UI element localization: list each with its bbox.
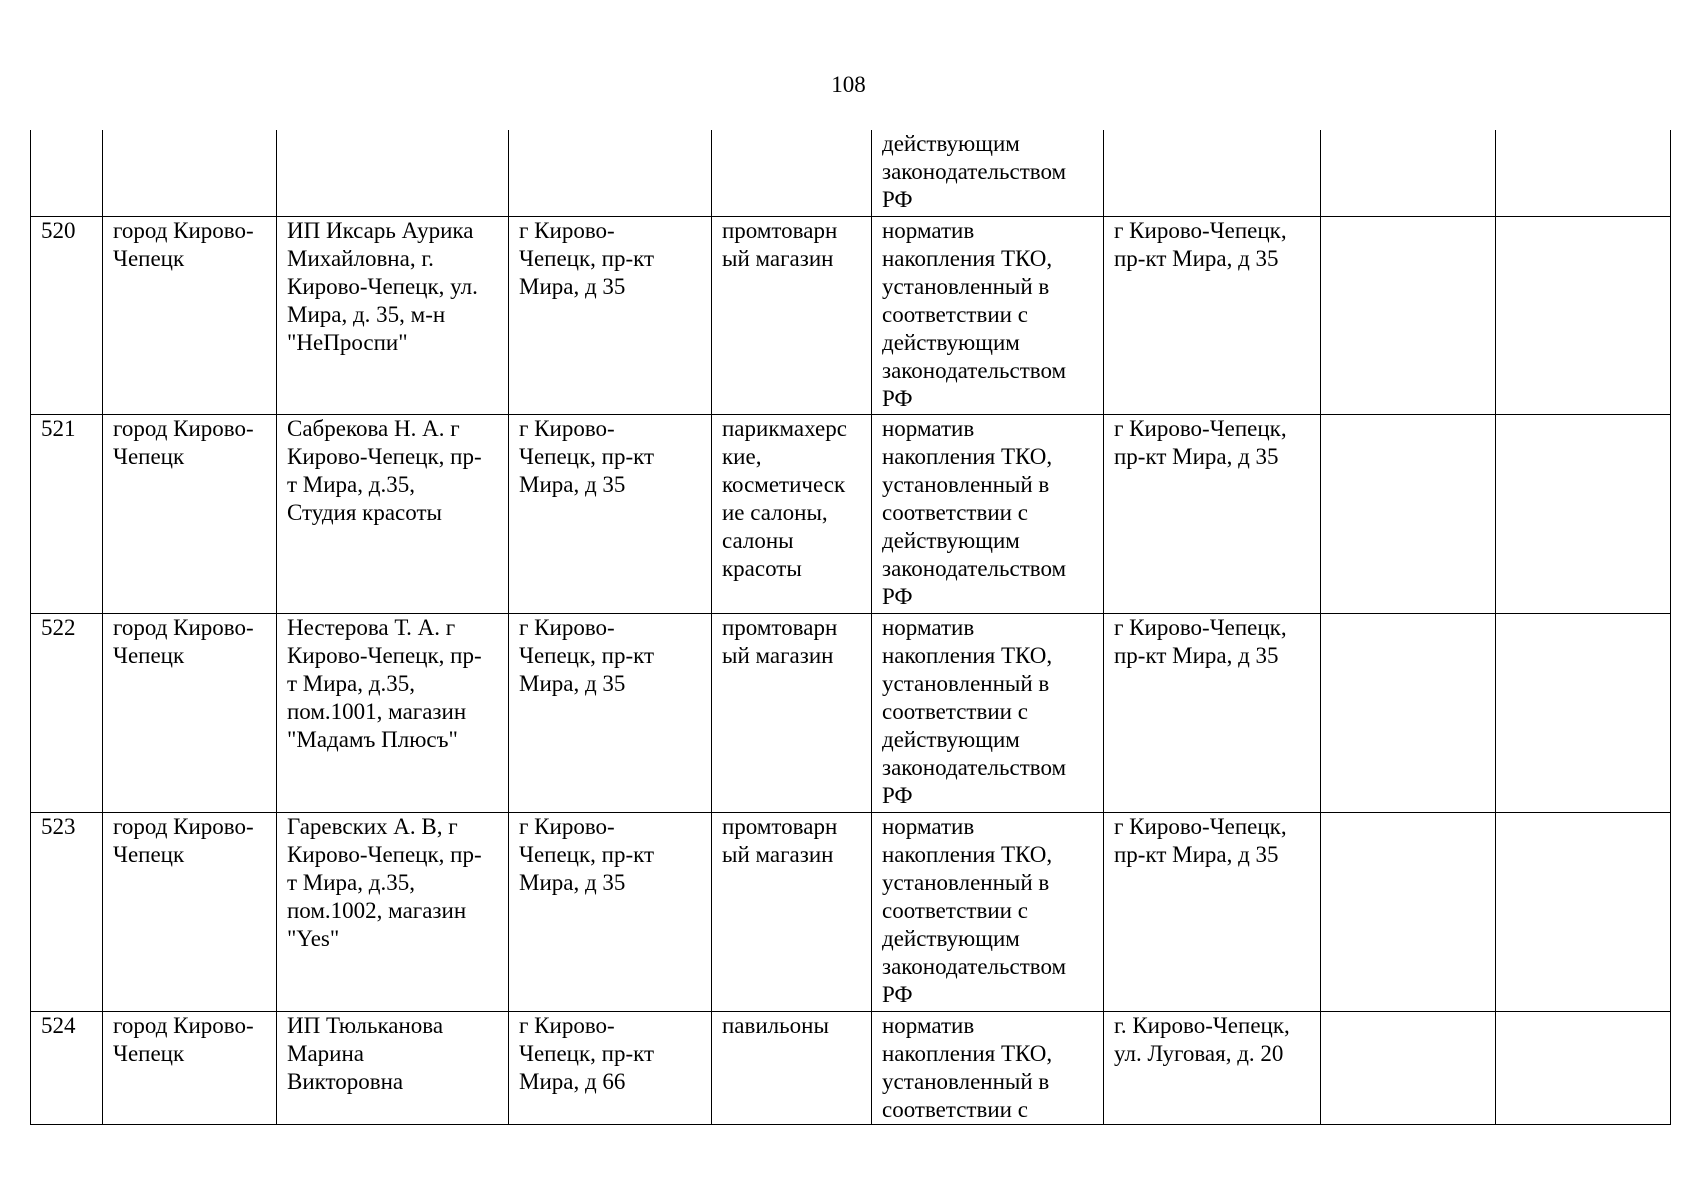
cell-site: г. Кирово-Чепецк, ул. Луговая, д. 20 [1104, 1011, 1321, 1124]
cell-number: 523 [31, 812, 103, 1011]
cell-municipality: город Кирово- Чепецк [103, 414, 277, 613]
cell-volume: норматив накопления ТКО, установленный в соответствии с действующим законодательством РФ [872, 613, 1104, 812]
cell-municipality: город Кирово- Чепецк [103, 613, 277, 812]
cell-number: 524 [31, 1011, 103, 1124]
cell-source: ИП Тюльканова Марина Викторовна [277, 1011, 509, 1124]
cell-extra-1 [1321, 812, 1496, 1011]
page-number: 108 [831, 72, 866, 97]
table-row [31, 414, 1671, 613]
table-row [31, 216, 1671, 414]
cell-type [712, 130, 872, 216]
cell-municipality [103, 130, 277, 216]
cell-number: 521 [31, 414, 103, 613]
cell-number: 520 [31, 216, 103, 414]
cell-type: промтоварн ый магазин [712, 812, 872, 1011]
cell-extra-1 [1321, 613, 1496, 812]
cell-address: г Кирово- Чепецк, пр-кт Мира, д 66 [509, 1011, 712, 1124]
cell-source: Нестерова Т. А. г Кирово-Чепецк, пр- т Мира, д.35, пом.1001, магазин "Мадамъ Плюсъ" [277, 613, 509, 812]
cell-volume: норматив накопления ТКО, установленный в соответствии с [872, 1011, 1104, 1124]
cell-extra-1 [1321, 216, 1496, 414]
table-row-continuation [31, 130, 1671, 216]
cell-volume: норматив накопления ТКО, установленный в соответствии с действующим законодательством РФ [872, 812, 1104, 1011]
cell-extra-2 [1496, 130, 1671, 216]
cell-source: Сабрекова Н. А. г Кирово-Чепецк, пр- т Мира, д.35, Студия красоты [277, 414, 509, 613]
cell-municipality: город Кирово- Чепецк [103, 1011, 277, 1124]
cell-site: г Кирово-Чепецк, пр-кт Мира, д 35 [1104, 414, 1321, 613]
registry-table [30, 130, 1671, 1125]
table-row [31, 812, 1671, 1011]
cell-address: г Кирово- Чепецк, пр-кт Мира, д 35 [509, 613, 712, 812]
table-row [31, 1011, 1671, 1124]
cell-source: ИП Иксарь Аурика Михайловна, г. Кирово-Чепецк, ул. Мира, д. 35, м-н "НеПроспи" [277, 216, 509, 414]
cell-type: промтоварн ый магазин [712, 613, 872, 812]
cell-extra-2 [1496, 216, 1671, 414]
cell-source [277, 130, 509, 216]
cell-extra-2 [1496, 613, 1671, 812]
cell-type: павильоны [712, 1011, 872, 1124]
cell-address: г Кирово- Чепецк, пр-кт Мира, д 35 [509, 216, 712, 414]
cell-volume: действующим законодательством РФ [872, 130, 1104, 216]
cell-address [509, 130, 712, 216]
cell-extra-1 [1321, 414, 1496, 613]
cell-address: г Кирово- Чепецк, пр-кт Мира, д 35 [509, 414, 712, 613]
cell-volume: норматив накопления ТКО, установленный в соответствии с действующим законодательством РФ [872, 414, 1104, 613]
cell-number: 522 [31, 613, 103, 812]
cell-site: г Кирово-Чепецк, пр-кт Мира, д 35 [1104, 216, 1321, 414]
cell-source: Гаревских А. В, г Кирово-Чепецк, пр- т Мира, д.35, пом.1002, магазин "Yes" [277, 812, 509, 1011]
cell-type: парикмахерс кие, косметическ ие салоны, салоны красоты [712, 414, 872, 613]
cell-municipality: город Кирово- Чепецк [103, 812, 277, 1011]
cell-site [1104, 130, 1321, 216]
cell-extra-2 [1496, 414, 1671, 613]
cell-municipality: город Кирово- Чепецк [103, 216, 277, 414]
cell-extra-2 [1496, 812, 1671, 1011]
cell-site: г Кирово-Чепецк, пр-кт Мира, д 35 [1104, 812, 1321, 1011]
cell-address: г Кирово- Чепецк, пр-кт Мира, д 35 [509, 812, 712, 1011]
cell-extra-2 [1496, 1011, 1671, 1124]
cell-type: промтоварн ый магазин [712, 216, 872, 414]
table-row [31, 613, 1671, 812]
cell-number [31, 130, 103, 216]
cell-site: г Кирово-Чепецк, пр-кт Мира, д 35 [1104, 613, 1321, 812]
cell-extra-1 [1321, 130, 1496, 216]
cell-volume: норматив накопления ТКО, установленный в соответствии с действующим законодательством РФ [872, 216, 1104, 414]
cell-extra-1 [1321, 1011, 1496, 1124]
